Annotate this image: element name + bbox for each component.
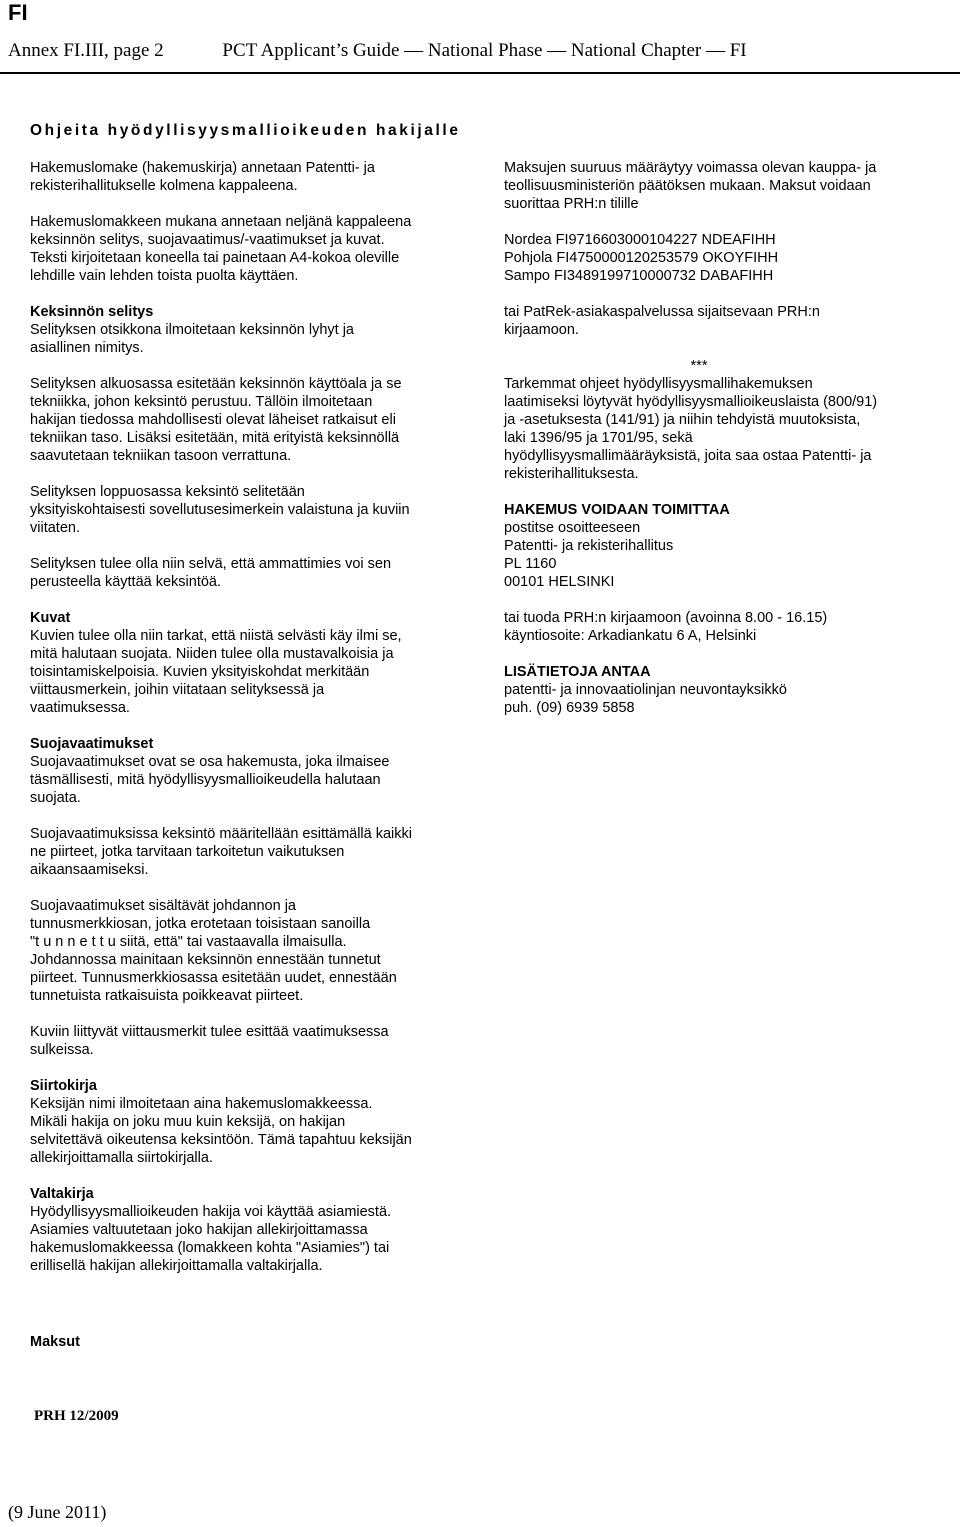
suoja-paragraph-1: Suojavaatimukset ovat se osa hakemusta, joka ilmaisee täsmällisesti, mitä hyödyllisyysmallioikeudella halutaan suojata. [30, 754, 390, 806]
kuvat-heading: Kuvat [30, 610, 71, 626]
lisatieto-section [504, 663, 924, 717]
valta-heading: Valtakirja [30, 1186, 94, 1202]
selitys-heading: Keksinnön selitys [30, 304, 154, 320]
selitys-section [30, 303, 475, 357]
intro-paragraph-1: Hakemuslomake (hakemuskirja) annetaan Patentti- ja rekisterihallitukselle kolmena kappaleena. [30, 160, 375, 194]
kirjaamo-paragraph: tai PatRek-asiakaspalvelussa sijaitsevaan PRH:n kirjaamoon. [504, 304, 820, 338]
bank-accounts: Nordea FI9716603000104227 NDEAFIHH Pohjola FI4750000120253579 OKOYFIHH Sampo FI3489199710000732 DABAFIHH [504, 232, 779, 284]
siirto-heading: Siirtokirja [30, 1078, 97, 1094]
left-column [30, 159, 475, 1293]
page-title: Ohjeita hyödyllisyysmallioikeuden hakijalle [30, 122, 461, 139]
selitys-paragraph-1: Selityksen otsikkona ilmoitetaan keksinnön lyhyt ja asiallinen nimitys. [30, 322, 354, 356]
toimittaa-heading: HAKEMUS VOIDAAN TOIMITTAA [504, 502, 730, 518]
selitys-paragraph-2: Selityksen alkuosassa esitetään keksinnön käyttöala ja se tekniikka, johon keksintö perustuu. Tällöin ilmoitetaan hakijan tiedossa mahdollisesti olevat läheiset ratkaisut eli tekniikan taso. Lisäksi esitetään, mitä erityistä keksinnöllä saavutetaan tekniikan tasoon verrattuna. [30, 376, 402, 464]
intro-section-2 [30, 213, 475, 285]
suoja-paragraph-3: Suojavaatimukset sisältävät johdannon ja tunnusmerkkiosan, jotka erotetaan toisistaan sanoilla "t u n n e t t u siitä, että" tai vastaavalla ilmaisulla. Johdannossa mainitaan keksinnön ennestään tunnetut piirteet. Tunnusmerkkiosassa esitetään uudet, ennestään tunnetuista ratkaisuista poikkeavat piirteet. [30, 898, 397, 1004]
kuvat-paragraph: Kuvien tulee olla niin tarkat, että niistä selvästi käy ilmi se, mitä halutaan suojata. Niiden tulee olla mustavalkoisia ja toisintamiskelpoisia. Kuvien yksityiskohdat merkitään viittausmerkein, joihin viitataan selityksessä ja vaatimuksessa. [30, 628, 402, 716]
prh-code: PRH 12/2009 [34, 1408, 119, 1424]
toimittaa-section [504, 501, 924, 591]
siirto-paragraph: Keksijän nimi ilmoitetaan aina hakemuslomakkeessa. Mikäli hakija on joku muu kuin keksijä, on hakijan selvitettävä oikeutensa keksintöön. Tämä tapahtuu keksijän allekirjoittamalla siirtokirjalla. [30, 1096, 412, 1166]
country-code: FI [8, 0, 28, 25]
valta-paragraph: Hyödyllisyysmallioikeuden hakija voi käyttää asiamiestä. Asiamies valtuutetaan joko hakijan allekirjoittamassa hakemuslomakkeessa (lomakkeen kohta "Asiamies") tai erillisellä hakijan allekirjoittamalla valtakirjalla. [30, 1204, 392, 1274]
lisatieto-heading: LISÄTIETOJA ANTAA [504, 664, 651, 680]
page-header [8, 40, 948, 62]
intro-paragraph-2: Hakemuslomakkeen mukana annetaan neljänä kappaleena keksinnön selitys, suojavaatimus/-vaatimukset ja kuvat. Teksti kirjoitetaan koneella tai painetaan A4-kokoa oleville lehdille vain lehden toista puolta käyttäen. [30, 214, 412, 284]
valta-section [30, 1185, 475, 1275]
suoja-heading: Suojavaatimukset [30, 736, 154, 752]
selitys-paragraph-3: Selityksen loppuosassa keksintö selitetään yksityiskohtaisesti sovellutusesimerkein valaistuna ja kuviin viitaten. [30, 484, 410, 536]
intro-section [30, 159, 475, 195]
suoja-paragraph-4: Kuviin liittyvät viittausmerkit tulee esittää vaatimuksessa sulkeissa. [30, 1024, 389, 1058]
postal-address: postitse osoitteeseen Patentti- ja rekisterihallitus PL 1160 00101 HELSINKI [504, 520, 674, 590]
visiting-address: tai tuoda PRH:n kirjaamoon (avoinna 8.00 - 16.15) käyntiosoite: Arkadiankatu 6 A, Helsinki [504, 610, 828, 644]
contact-info: patentti- ja innovaatiolinjan neuvontayksikkö puh. (09) 6939 5858 [504, 682, 787, 716]
separator-stars: *** [690, 358, 708, 374]
suoja-paragraph-2: Suojavaatimuksissa keksintö määritellään esittämällä kaikki ne piirteet, jotka tarvitaan tarkoitetun vaikutuksen aikaansaamiseksi. [30, 826, 412, 878]
suoja-section [30, 735, 475, 807]
maksut-label: Maksut [30, 1334, 80, 1350]
guide-title: PCT Applicant’s Guide — National Phase — National Chapter — FI [222, 40, 747, 61]
tarkemmat-paragraph: Tarkemmat ohjeet hyödyllisyysmallihakemuksen laatimiseksi löytyvät hyödyllisyysmallioikeuslaista (800/91) ja -asetuksesta (141/91) ja niihin tehdyistä muutoksista, laki 1396/95 ja 1701/95, sekä hyödyllisyysmallimääräyksistä, joita saa ostaa Patentti- ja rekisterihallituksesta. [504, 376, 878, 482]
kuvat-section [30, 609, 475, 717]
annex-label: Annex FI.III, page 2 [8, 40, 164, 61]
page-date: (9 June 2011) [8, 1502, 107, 1522]
siirto-section [30, 1077, 475, 1167]
right-column [504, 159, 924, 735]
header-rule [0, 72, 960, 74]
maksu-paragraph: Maksujen suuruus määräytyy voimassa olevan kauppa- ja teollisuusministeriön päätöksen mukaan. Maksut voidaan suorittaa PRH:n tilille [504, 160, 877, 212]
selitys-paragraph-4: Selityksen tulee olla niin selvä, että ammattimies voi sen perusteella käyttää keksintöä. [30, 556, 392, 590]
